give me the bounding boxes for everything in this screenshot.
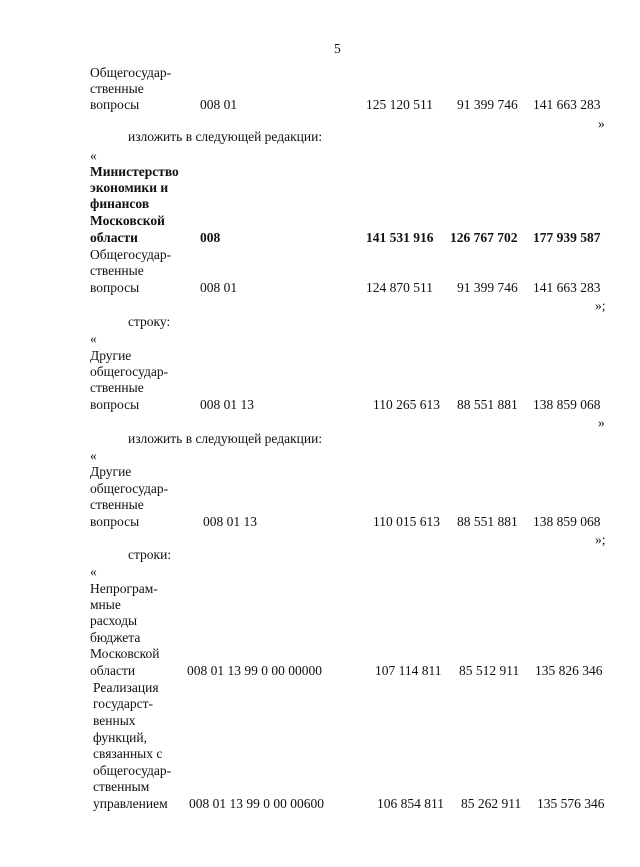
block3-name-line-3: ственные [90,380,144,395]
block5-sub-line-2: государст- [93,696,153,711]
block4-value-1: 110 015 613 [373,514,440,529]
ministry-line-3: финансов [90,196,150,211]
block4-open-quote: « [90,448,97,463]
block5-sub-value-2: 85 262 911 [461,796,522,811]
ministry-value-3: 177 939 587 [533,230,601,245]
block3-name-line-2: общегосудар- [90,364,169,379]
block1-name-line-3: вопросы [90,97,140,112]
block3-value-2: 88 551 881 [457,397,518,412]
block1-name-line-1: Общегосудар- [90,65,172,80]
block3-value-3: 138 859 068 [533,397,601,412]
block4-value-3: 138 859 068 [533,514,601,529]
block5-sub-line-1: Реализация [93,680,159,695]
ministry-value-2: 126 767 702 [450,230,518,245]
block5-sub-line-6: общегосудар- [93,763,172,778]
block4-name-line-2: общегосудар- [90,481,169,496]
block5-value-3: 135 826 346 [535,663,603,678]
block5-sub-code: 008 01 13 99 0 00 00600 [189,796,324,811]
block3-code: 008 01 13 [200,397,254,412]
block5-name-line-6: области [90,663,136,678]
block5-name-line-2: мные [90,597,121,612]
block4-name-line-3: ственные [90,497,144,512]
block2-name-line-3: вопросы [90,280,140,295]
block5-code: 008 01 13 99 0 00 00000 [187,663,322,678]
block5-name-line-4: бюджета [90,630,141,645]
block1-value-2: 91 399 746 [457,97,518,112]
block4-name-line-4: вопросы [90,514,140,529]
block2-value-3: 141 663 283 [533,280,601,295]
block5-value-1: 107 114 811 [375,663,442,678]
block3-name-line-1: Другие [90,348,132,363]
block5-open-quote: « [90,564,97,579]
block4-close-quote: »; [595,532,606,547]
block1-code: 008 01 [200,97,238,112]
block5-name-line-5: Московской [90,646,160,661]
block2-name-line-1: Общегосудар- [90,247,172,262]
block1-value-3: 141 663 283 [533,97,601,112]
block2-open-quote: « [90,148,97,163]
block5-sub-line-4: функций, [93,730,147,745]
block4-value-2: 88 551 881 [457,514,518,529]
block2-close-quote: »; [595,298,606,313]
block3-open-quote: « [90,331,97,346]
block5-name-line-1: Непрограм- [90,581,158,596]
block5-sub-line-8: управлением [93,796,168,811]
block2-value-2: 91 399 746 [457,280,518,295]
block4-code: 008 01 13 [203,514,257,529]
instruction-3: изложить в следующей редакции: [128,431,323,446]
page-number: 5 [334,41,341,56]
ministry-line-2: экономики и [90,180,169,195]
block5-name-line-3: расходы [90,613,138,628]
ministry-line-4: Московской [90,213,165,228]
instruction-2: строку: [128,314,171,329]
block1-close-quote: » [598,116,605,131]
block5-sub-line-5: связанных с [93,746,163,761]
block5-value-2: 85 512 911 [459,663,520,678]
instruction-1: изложить в следующей редакции: [128,129,323,144]
block3-value-1: 110 265 613 [373,397,440,412]
block2-value-1: 124 870 511 [366,280,433,295]
block5-sub-line-7: ственным [93,779,150,794]
ministry-line-5: области [90,230,138,245]
ministry-value-1: 141 531 916 [366,230,434,245]
block5-sub-line-3: венных [93,713,136,728]
ministry-line-1: Министерство [90,164,179,179]
block5-sub-value-1: 106 854 811 [377,796,444,811]
block3-name-line-4: вопросы [90,397,140,412]
block5-sub-value-3: 135 576 346 [537,796,605,811]
block2-code: 008 01 [200,280,238,295]
ministry-code: 008 [200,230,221,245]
block1-name-line-2: ственные [90,81,144,96]
block1-value-1: 125 120 511 [366,97,433,112]
block4-name-line-1: Другие [90,464,132,479]
block2-name-line-2: ственные [90,263,144,278]
block3-close-quote: » [598,415,605,430]
instruction-4: строки: [128,547,172,562]
